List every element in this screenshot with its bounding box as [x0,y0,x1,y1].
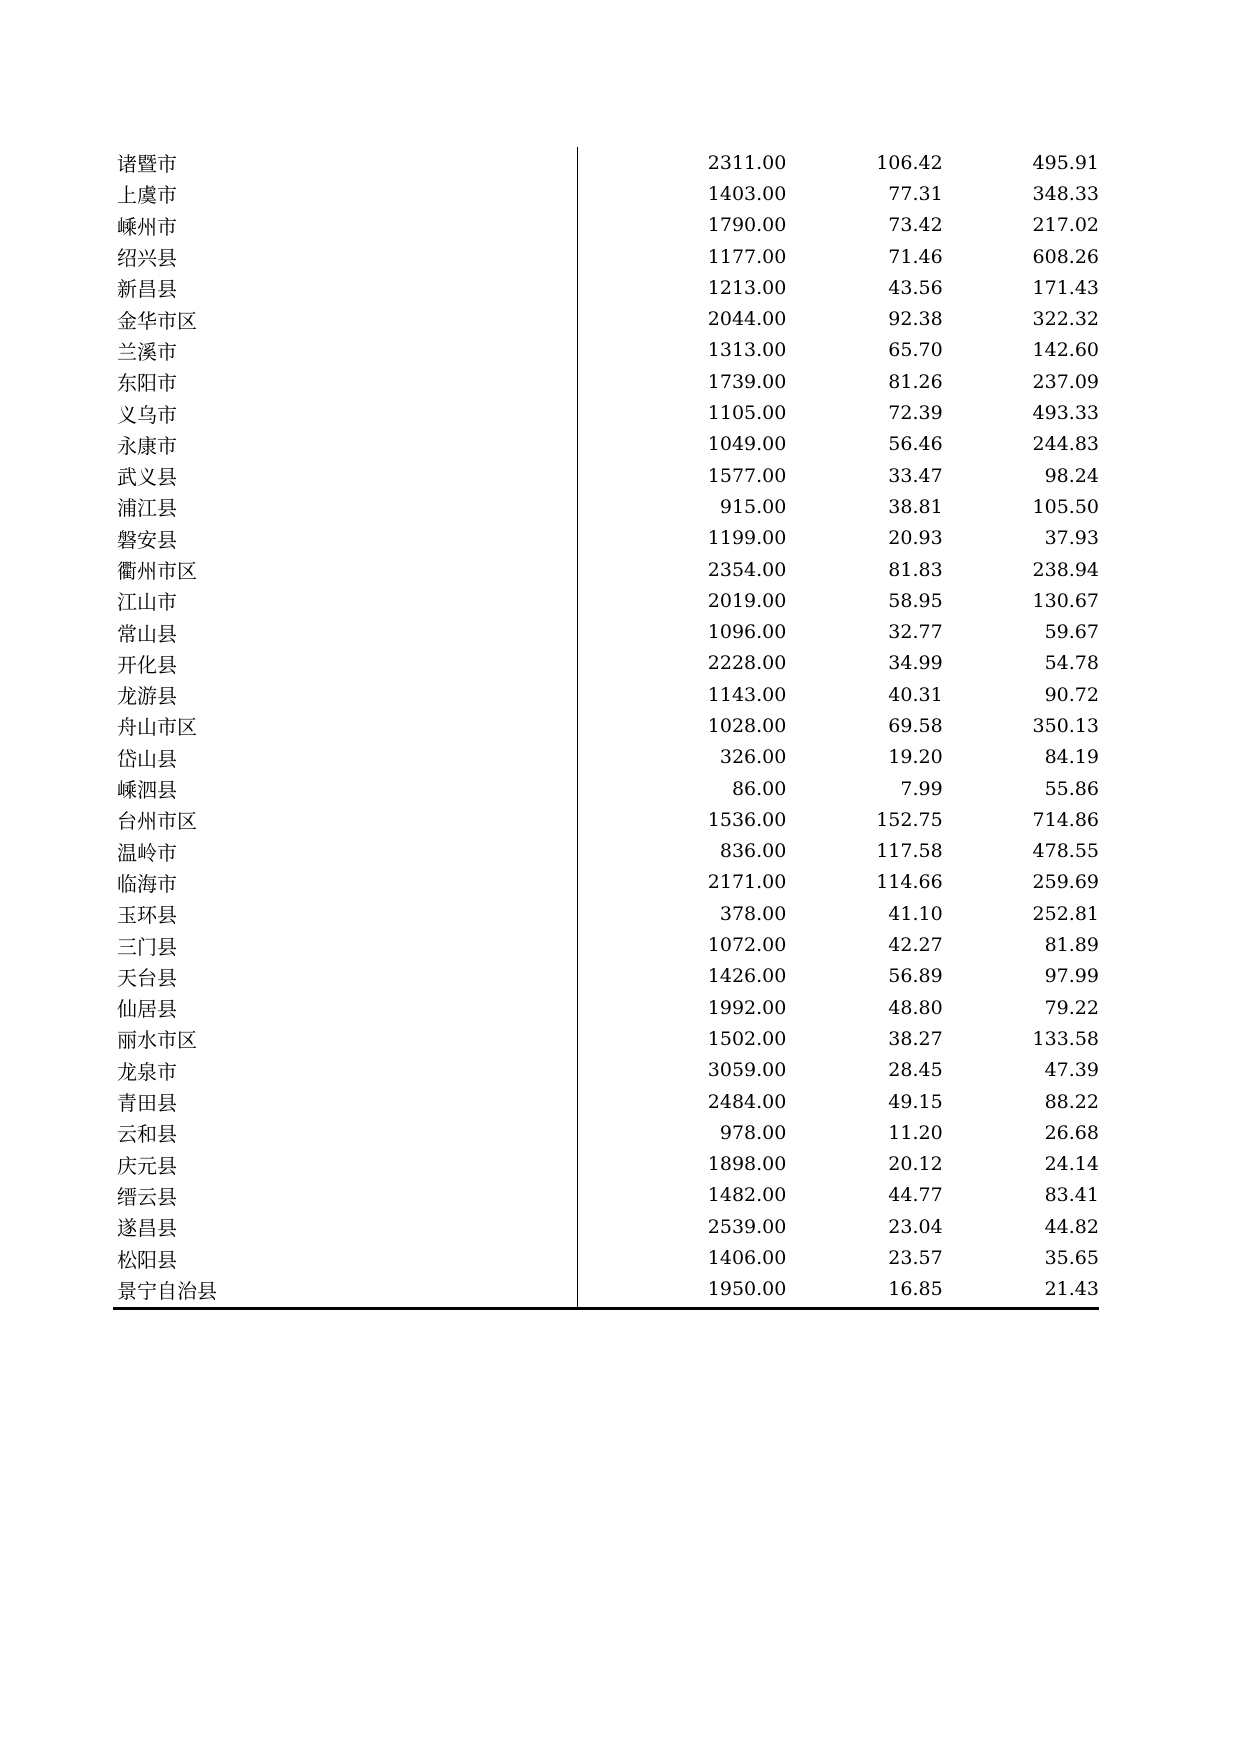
region-name-cell: 嵊泗县 [117,778,177,803]
table-row [113,1180,1099,1211]
value-cell-3: 259.69 [1032,871,1099,894]
region-name-cell: 开化县 [117,652,177,677]
table-row [113,241,1099,272]
value-cell-2: 38.81 [888,495,943,518]
value-cell-1: 1143.00 [707,683,787,706]
region-name-cell: 丽水市区 [117,1028,197,1053]
value-cell-3: 97.99 [1044,965,1099,988]
region-name-cell: 舟山市区 [117,715,197,740]
table-row [113,303,1099,334]
value-cell-2: 71.46 [888,245,943,268]
table-row [113,272,1099,303]
table-row [113,1055,1099,1086]
value-cell-1: 1028.00 [707,714,787,737]
value-cell-2: 106.42 [876,151,943,174]
value-cell-2: 41.10 [888,902,943,925]
table-row [113,679,1099,710]
value-cell-2: 81.26 [888,370,943,393]
region-name-cell: 浦江县 [117,496,177,521]
value-cell-1: 2019.00 [707,589,787,612]
value-cell-2: 72.39 [888,402,943,425]
value-cell-3: 83.41 [1044,1184,1099,1207]
value-cell-3: 54.78 [1044,652,1099,675]
value-cell-1: 978.00 [719,1121,787,1144]
table-row [113,1117,1099,1148]
value-cell-3: 47.39 [1044,1059,1099,1082]
value-cell-2: 49.15 [888,1090,943,1113]
region-name-cell: 兰溪市 [117,339,177,364]
value-cell-3: 59.67 [1044,621,1099,644]
region-name-cell: 三门县 [117,934,177,959]
region-name-cell: 龙游县 [117,684,177,709]
value-cell-2: 11.20 [888,1121,943,1144]
value-cell-3: 44.82 [1044,1215,1099,1238]
value-cell-2: 114.66 [876,871,943,894]
value-cell-2: 65.70 [888,339,943,362]
value-cell-3: 21.43 [1044,1278,1099,1301]
value-cell-1: 1790.00 [707,214,787,237]
region-name-cell: 庆元县 [117,1153,177,1178]
value-cell-3: 237.09 [1032,370,1099,393]
value-cell-3: 142.60 [1032,339,1099,362]
table-row [113,648,1099,679]
table-row [113,616,1099,647]
table-row [113,1023,1099,1054]
value-cell-2: 23.57 [888,1247,943,1270]
value-cell-3: 79.22 [1044,996,1099,1019]
table-row [113,1274,1099,1305]
value-cell-3: 238.94 [1032,558,1099,581]
value-cell-3: 478.55 [1032,840,1099,863]
table-row [113,804,1099,835]
value-cell-1: 1406.00 [707,1247,787,1270]
table-row [113,1149,1099,1180]
value-cell-2: 73.42 [888,214,943,237]
table-row [113,397,1099,428]
region-name-cell: 衢州市区 [117,559,197,583]
table-row [113,147,1099,178]
value-cell-2: 92.38 [888,308,943,331]
value-cell-1: 1199.00 [707,527,787,550]
value-cell-1: 915.00 [719,495,787,518]
region-name-cell: 青田县 [117,1091,177,1116]
value-cell-3: 171.43 [1032,276,1099,299]
region-name-cell: 绍兴县 [117,246,177,271]
table-row [113,460,1099,491]
table-row [113,773,1099,804]
table-row [113,491,1099,522]
region-name-cell: 新昌县 [117,277,177,302]
value-cell-1: 3059.00 [707,1059,787,1082]
value-cell-2: 152.75 [876,808,943,831]
value-cell-3: 105.50 [1032,495,1099,518]
table-row [113,523,1099,554]
region-name-cell: 磐安县 [117,527,177,552]
value-cell-3: 495.91 [1032,151,1099,174]
value-cell-1: 1898.00 [707,1153,787,1176]
region-name-cell: 永康市 [117,433,177,458]
region-name-cell: 龙泉市 [117,1059,177,1084]
value-cell-3: 133.58 [1032,1027,1099,1050]
value-cell-2: 56.46 [888,433,943,456]
value-cell-3: 322.32 [1032,308,1099,331]
value-cell-1: 1950.00 [707,1278,787,1301]
region-name-cell: 松阳县 [117,1247,177,1272]
value-cell-3: 348.33 [1032,182,1099,205]
table-row [113,554,1099,585]
value-cell-2: 20.12 [888,1153,943,1176]
value-cell-3: 714.86 [1032,808,1099,831]
value-cell-1: 2171.00 [707,871,787,894]
value-cell-2: 42.27 [888,934,943,957]
region-name-cell: 诸暨市 [117,152,177,177]
region-name-cell: 东阳市 [117,371,177,396]
value-cell-1: 2311.00 [707,151,787,174]
table-row [113,898,1099,929]
value-cell-1: 2484.00 [707,1090,787,1113]
table-row [113,1211,1099,1242]
table-body [113,147,1099,1305]
region-name-cell: 缙云县 [117,1184,177,1209]
value-cell-1: 2228.00 [707,652,787,675]
region-name-cell: 江山市 [117,590,177,615]
value-cell-1: 1536.00 [707,808,787,831]
value-cell-1: 1105.00 [707,402,787,425]
value-cell-2: 48.80 [888,996,943,1019]
value-cell-2: 19.20 [888,746,943,769]
region-name-cell: 云和县 [117,1122,177,1147]
value-cell-2: 44.77 [888,1184,943,1207]
value-cell-2: 56.89 [888,965,943,988]
value-cell-3: 252.81 [1032,902,1099,925]
table-row [113,992,1099,1023]
region-name-cell: 温岭市 [117,840,177,865]
region-name-cell: 玉环县 [117,903,177,928]
value-cell-1: 1403.00 [707,182,787,205]
value-cell-1: 1177.00 [707,245,787,268]
value-cell-1: 836.00 [719,840,787,863]
value-cell-1: 326.00 [719,746,787,769]
value-cell-2: 81.83 [888,558,943,581]
table-row [113,710,1099,741]
value-cell-1: 2354.00 [707,558,787,581]
table-row [113,742,1099,773]
value-cell-1: 1992.00 [707,996,787,1019]
value-cell-2: 16.85 [888,1278,943,1301]
value-cell-3: 350.13 [1032,714,1099,737]
value-cell-1: 1577.00 [707,464,787,487]
value-cell-3: 98.24 [1044,464,1099,487]
table-row [113,210,1099,241]
value-cell-2: 38.27 [888,1027,943,1050]
value-cell-1: 1213.00 [707,276,787,299]
table-row [113,1242,1099,1273]
value-cell-1: 1739.00 [707,370,787,393]
value-cell-1: 86.00 [731,777,787,800]
value-cell-1: 1313.00 [707,339,787,362]
table-row [113,867,1099,898]
table-row [113,366,1099,397]
value-cell-3: 493.33 [1032,402,1099,425]
value-cell-2: 28.45 [888,1059,943,1082]
value-cell-3: 84.19 [1044,746,1099,769]
table-row [113,585,1099,616]
table-row [113,961,1099,992]
value-cell-2: 40.31 [888,683,943,706]
table-row [113,1086,1099,1117]
value-cell-2: 69.58 [888,714,943,737]
value-cell-3: 35.65 [1044,1247,1099,1270]
region-name-cell: 临海市 [117,871,177,896]
value-cell-3: 90.72 [1044,683,1099,706]
value-cell-2: 20.93 [888,527,943,550]
value-cell-1: 1049.00 [707,433,787,456]
table-row [113,929,1099,960]
value-cell-3: 55.86 [1044,777,1099,800]
region-name-cell: 武义县 [117,465,177,490]
value-cell-3: 244.83 [1032,433,1099,456]
table-row [113,335,1099,366]
value-cell-3: 88.22 [1044,1090,1099,1113]
value-cell-1: 1072.00 [707,934,787,957]
value-cell-3: 37.93 [1044,527,1099,550]
value-cell-3: 81.89 [1044,934,1099,957]
region-name-cell: 义乌市 [117,402,177,427]
value-cell-1: 1502.00 [707,1027,787,1050]
region-name-cell: 遂昌县 [117,1216,177,1241]
value-cell-2: 43.56 [888,276,943,299]
region-name-cell: 岱山县 [117,746,177,771]
value-cell-2: 77.31 [888,182,943,205]
region-name-cell: 天台县 [117,965,177,990]
value-cell-2: 117.58 [876,840,943,863]
value-cell-2: 7.99 [900,777,943,800]
value-cell-3: 24.14 [1044,1153,1099,1176]
value-cell-3: 217.02 [1032,214,1099,237]
table-bottom-rule [113,1307,1099,1310]
value-cell-3: 26.68 [1044,1121,1099,1144]
value-cell-2: 33.47 [888,464,943,487]
table-row [113,178,1099,209]
region-name-cell: 嵊州市 [117,214,177,239]
region-name-cell: 台州市区 [117,809,197,834]
data-table [113,147,1099,1305]
table-row [113,836,1099,867]
region-name-cell: 仙居县 [117,997,177,1022]
value-cell-2: 23.04 [888,1215,943,1238]
value-cell-1: 2044.00 [707,308,787,331]
value-cell-2: 32.77 [888,621,943,644]
region-name-cell: 金华市区 [117,308,197,333]
value-cell-1: 2539.00 [707,1215,787,1238]
table-row [113,429,1099,460]
value-cell-2: 58.95 [888,589,943,612]
region-name-cell: 景宁自治县 [117,1278,217,1303]
value-cell-1: 1096.00 [707,621,787,644]
value-cell-1: 378.00 [719,902,787,925]
region-name-cell: 上虞市 [117,183,177,208]
value-cell-2: 34.99 [888,652,943,675]
value-cell-3: 608.26 [1032,245,1099,268]
value-cell-3: 130.67 [1032,589,1099,612]
region-name-cell: 常山县 [117,621,177,646]
value-cell-1: 1426.00 [707,965,787,988]
value-cell-1: 1482.00 [707,1184,787,1207]
